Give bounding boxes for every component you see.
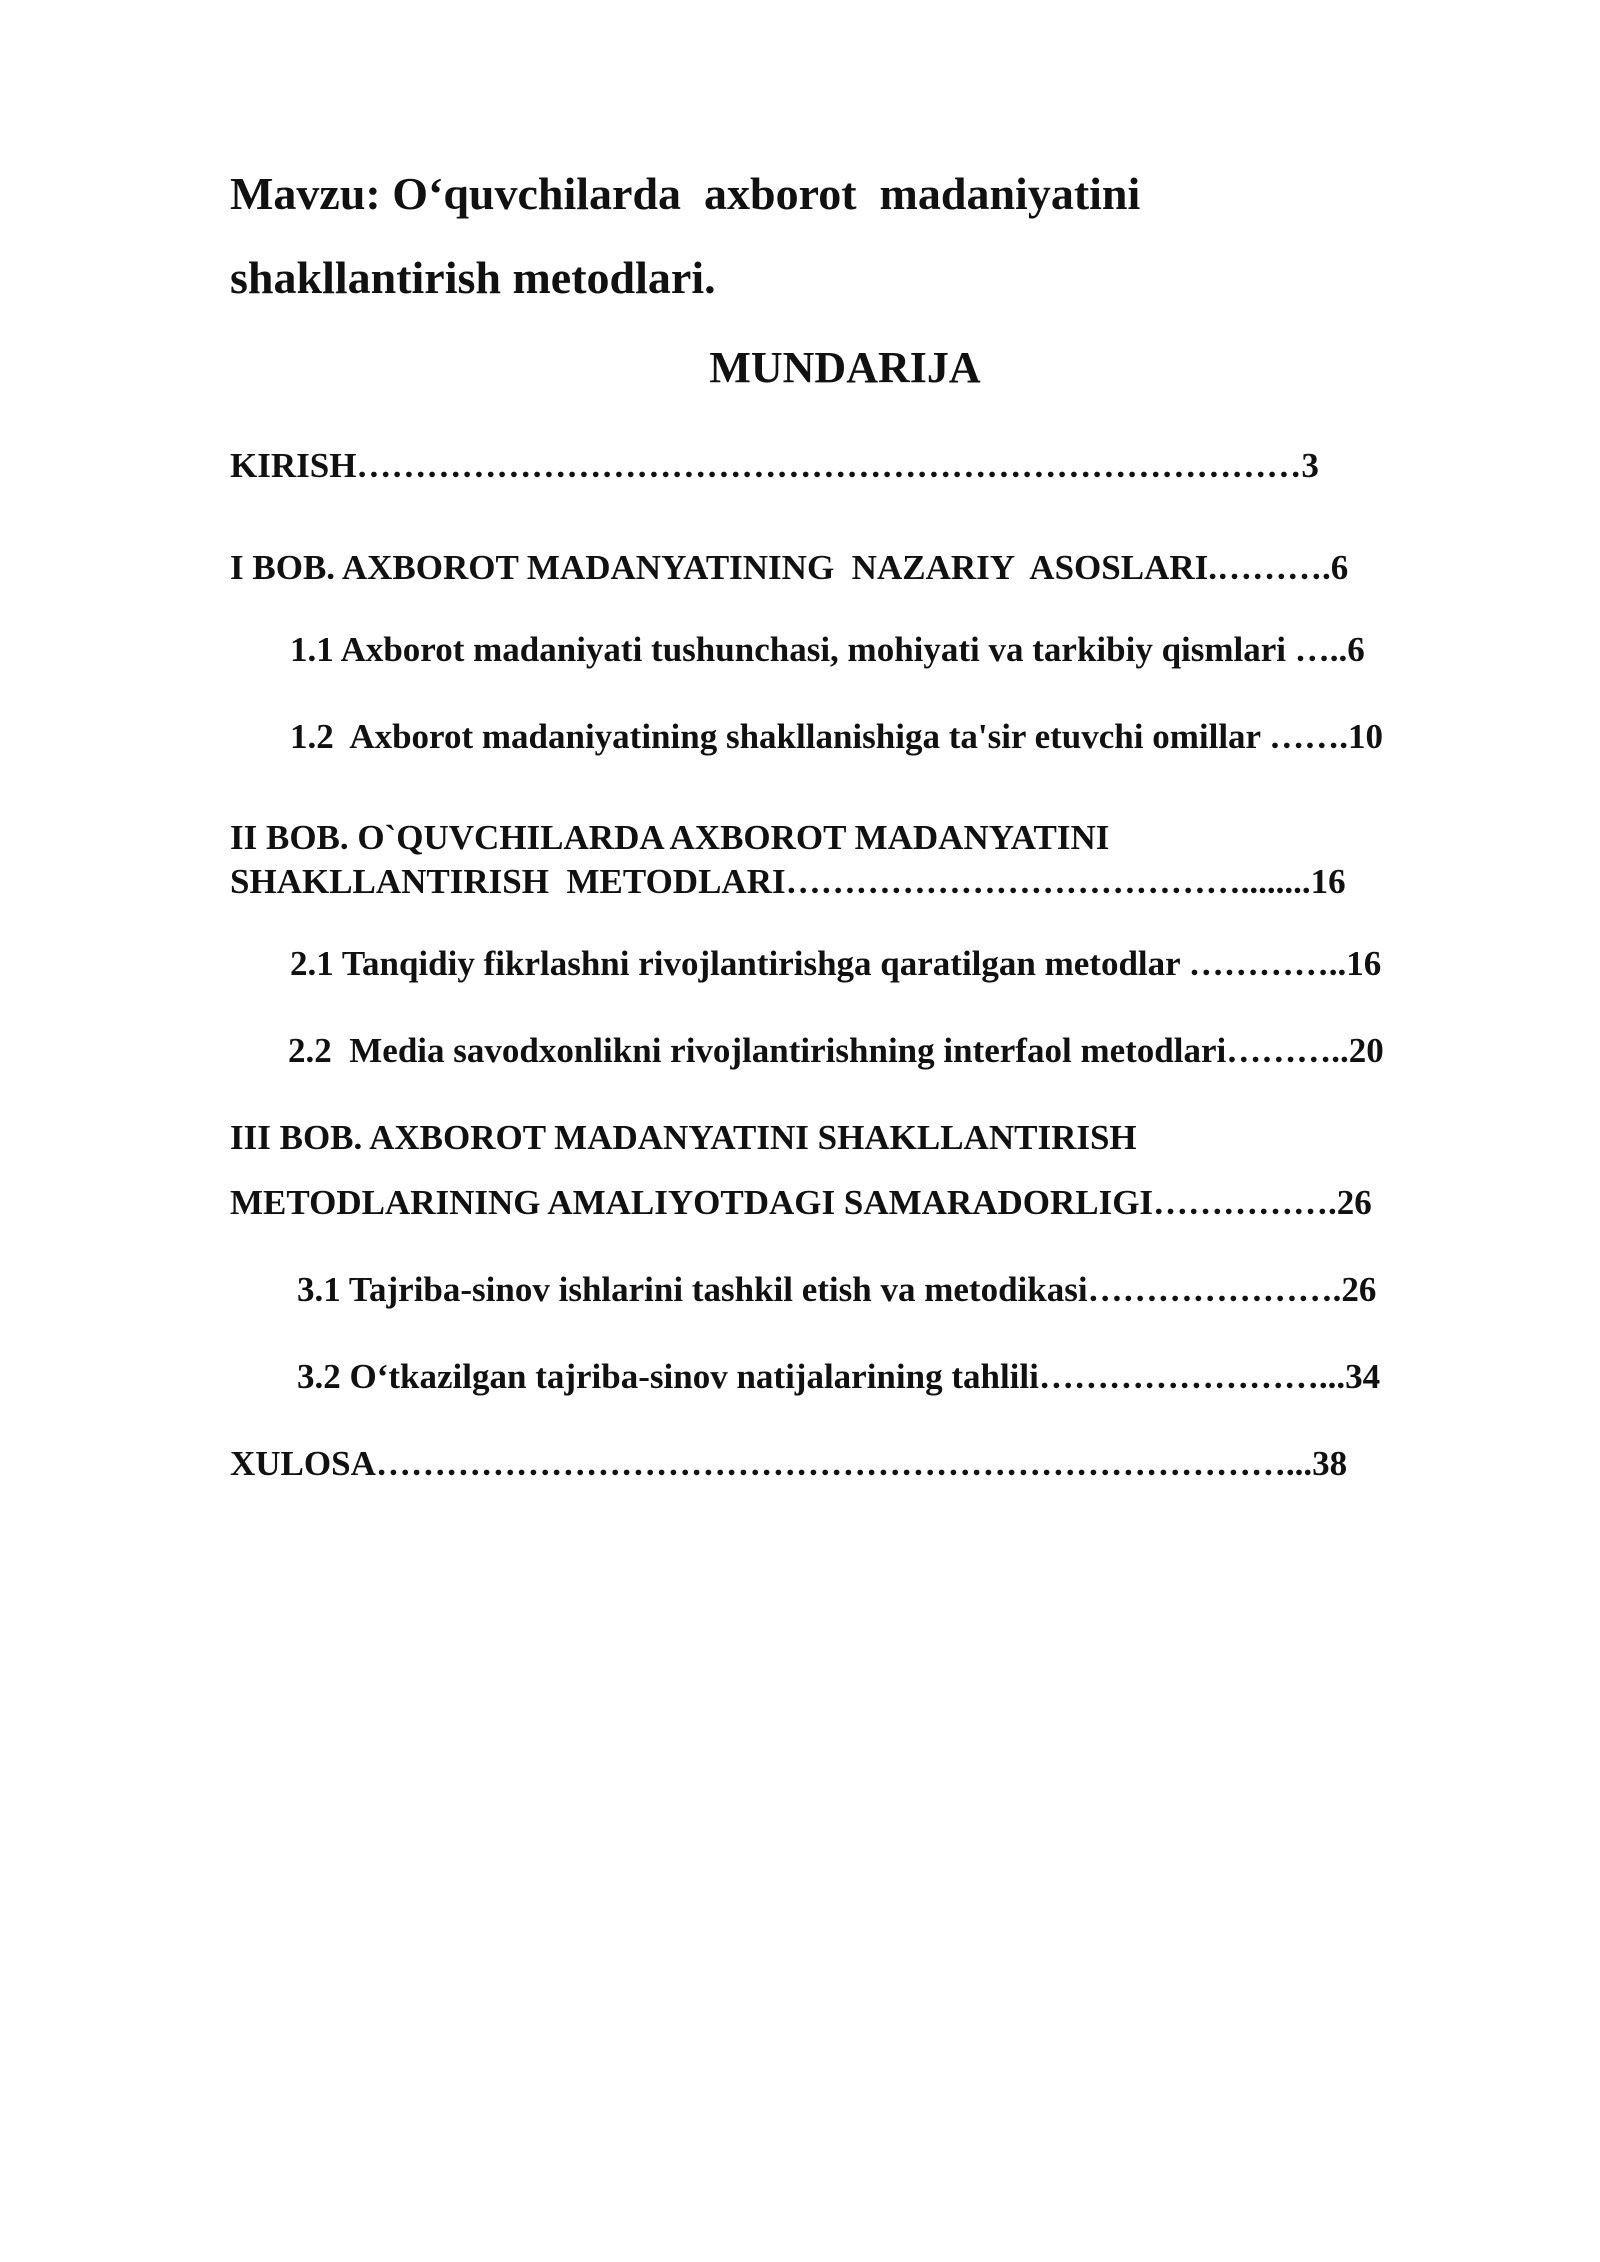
toc-entry-section-3-1[interactable]: 3.1 Tajriba-sinov ishlarini tashkil etish va metodikasi………………….26	[297, 1270, 1377, 1309]
toc-entry-conclusion[interactable]: XULOSA……………………………………………………………………...38	[230, 1444, 1348, 1483]
toc-entry-chapter-2-line-1[interactable]: II BOB. O`QUVCHILARDA AXBOROT MADANYATINI	[230, 818, 1110, 857]
toc-entry-chapter-3-line-1[interactable]: III BOB. AXBOROT MADANYATINI SHAKLLANTIRISH	[230, 1118, 1137, 1157]
toc-entry-chapter-3-line-2[interactable]: METODLARINING AMALIYOTDAGI SAMARADORLIGI…………….26	[230, 1183, 1372, 1222]
toc-entry-section-3-2[interactable]: 3.2 O‘tkazilgan tajriba-sinov natijalarining tahlili……………………...34	[297, 1357, 1381, 1396]
document-topic: Mavzu: O‘quvchilarda axborot madaniyatini shakllantirish metodlari.	[230, 168, 1141, 303]
toc-entry-introduction[interactable]: KIRISH………………………………………………………………………3	[230, 446, 1319, 485]
toc-heading: MUNDARIJA	[709, 343, 981, 392]
toc-entry-chapter-2-line-2[interactable]: SHAKLLANTIRISH METODLARI…………………………………........16	[230, 862, 1346, 901]
toc-entry-section-1-1[interactable]: 1.1 Axborot madaniyati tushunchasi, mohiyati va tarkibiy qismlari …..6	[290, 630, 1365, 669]
toc-entry-section-2-2[interactable]: 2.2 Media savodxonlikni rivojlantirishning interfaol metodlari………..20	[288, 1031, 1384, 1070]
toc-entry-section-1-2[interactable]: 1.2 Axborot madaniyatining shakllanishiga ta'sir etuvchi omillar …….10	[290, 717, 1383, 756]
toc-entry-section-2-1[interactable]: 2.1 Tanqidiy fikrlashni rivojlantirishga qaratilgan metodlar …………..16	[290, 944, 1382, 983]
toc-entry-chapter-1[interactable]: I BOB. AXBOROT MADANYATINING NAZARIY ASOSLARI.……….6	[230, 548, 1349, 587]
